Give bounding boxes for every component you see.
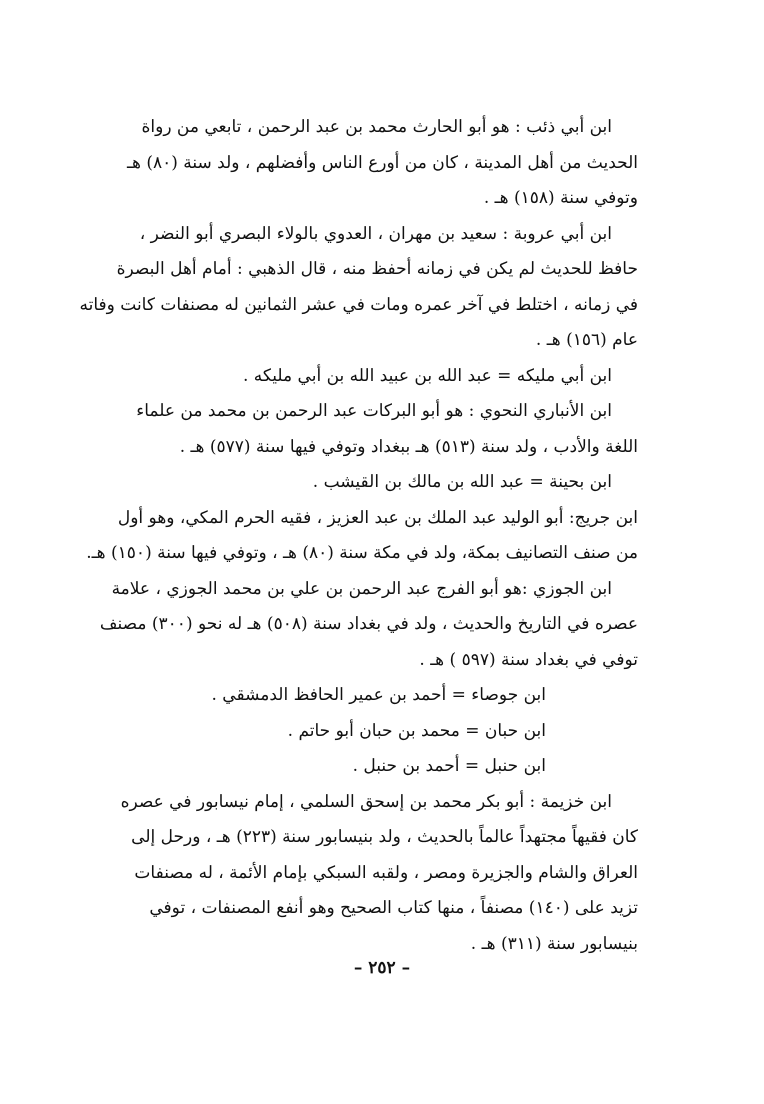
entry-line: في زمانه ، اختلط في آخر عمره ومات في عشر الثمانين له مصنفات كانت وفاته <box>79 294 638 315</box>
entry-line: عصره في التاريخ والحديث ، ولد في بغداد سنة (٥٠٨) هـ له نحو (٣٠٠) مصنف <box>99 614 638 634</box>
entry-ibn-khuzaima <box>120 785 638 963</box>
entry-line: ابن بحينة = عبد الله بن مالك بن القيشب . <box>312 472 612 492</box>
entry-ibn-hanbal <box>126 749 638 785</box>
entry-line: وتوفي سنة (١٥٨) هـ . <box>483 188 638 208</box>
entry-line: عام (١٥٦) هـ . <box>535 330 638 350</box>
entry-line: ابن أبي مليكه = عبد الله بن عبيد الله بن أبي مليكه . <box>242 365 612 386</box>
entry-line: تزيد على (١٤٠) مصنفاً ، منها كتاب الصحيح وهو أنفع المصنفات ، توفي <box>149 898 638 918</box>
entry-line: ابن جوصاء = أحمد بن عمير الحافظ الدمشقي . <box>211 685 546 705</box>
entry-ibn-juraij <box>86 501 638 572</box>
entry-ibn-abi-aruba <box>79 217 638 359</box>
entry-ibn-abi-dhib <box>126 110 638 217</box>
entry-line: ابن حنبل = أحمد بن حنبل . <box>352 756 546 776</box>
entry-ibn-buhaina <box>126 465 638 501</box>
entry-line: ابن أبي ذئب : هو أبو الحارث محمد بن عبد الرحمن ، تابعي من رواة <box>141 117 612 137</box>
entry-ibn-al-anbari <box>126 394 638 465</box>
entry-line: ابن خزيمة : أبو بكر محمد بن إسحق السلمي ، إمام نيسابور في عصره <box>120 791 612 812</box>
entry-line: ابن الجوزي :هو أبو الفرج عبد الرحمن بن علي بن محمد الجوزي ، علامة <box>111 578 612 599</box>
entry-line: الحديث من أهل المدينة ، كان من أورع الناس وأفضلهم ، ولد سنة (٨٠) هـ <box>126 152 638 173</box>
entry-ibn-hibban <box>126 714 638 750</box>
entry-ibn-jawsa <box>126 678 638 714</box>
entry-ibn-abi-mulaika <box>126 359 638 395</box>
page-number: – ٢٥٢ – <box>353 958 411 978</box>
entry-line: من صنف التصانيف بمكة، ولد في مكة سنة (٨٠) هـ ، وتوفي فيها سنة (١٥٠) هـ. <box>86 543 638 563</box>
entry-line: حافظ للحديث لم يكن في زمانه أحفظ منه ، قال الذهبي : أمام أهل البصرة <box>116 259 638 279</box>
entry-line: ابن جريج: أبو الوليد عبد الملك بن عبد العزيز ، فقيه الحرم المكي، وهو أول <box>117 507 638 528</box>
entry-line: ابن الأنباري النحوي : هو أبو البركات عبد الرحمن بن محمد من علماء <box>136 401 612 421</box>
biography-list <box>79 110 638 962</box>
entry-line: كان فقيهاً مجتهداً عالماً بالحديث ، ولد بنيسابور سنة (٢٢٣) هـ ، ورحل إلى <box>131 827 638 847</box>
entry-ibn-al-jawzi <box>99 572 638 679</box>
entry-line: العراق والشام والجزيرة ومصر ، ولقبه السبكي بإمام الأئمة ، له مصنفات <box>134 862 638 883</box>
entry-line: ابن أبي عروبة : سعيد بن مهران ، العدوي بالولاء البصري أبو النضر ، <box>139 223 612 244</box>
entry-line: ابن حبان = محمد بن حبان أبو حاتم . <box>287 720 546 741</box>
entry-line: بنيسابور سنة (٣١١) هـ . <box>470 933 638 954</box>
entry-line: توفي في بغداد سنة (٥٩٧ ) هـ . <box>419 649 638 670</box>
entry-line: اللغة والأدب ، ولد سنة (٥١٣) هـ ببغداد وتوفي فيها سنة (٥٧٧) هـ . <box>179 436 638 457</box>
